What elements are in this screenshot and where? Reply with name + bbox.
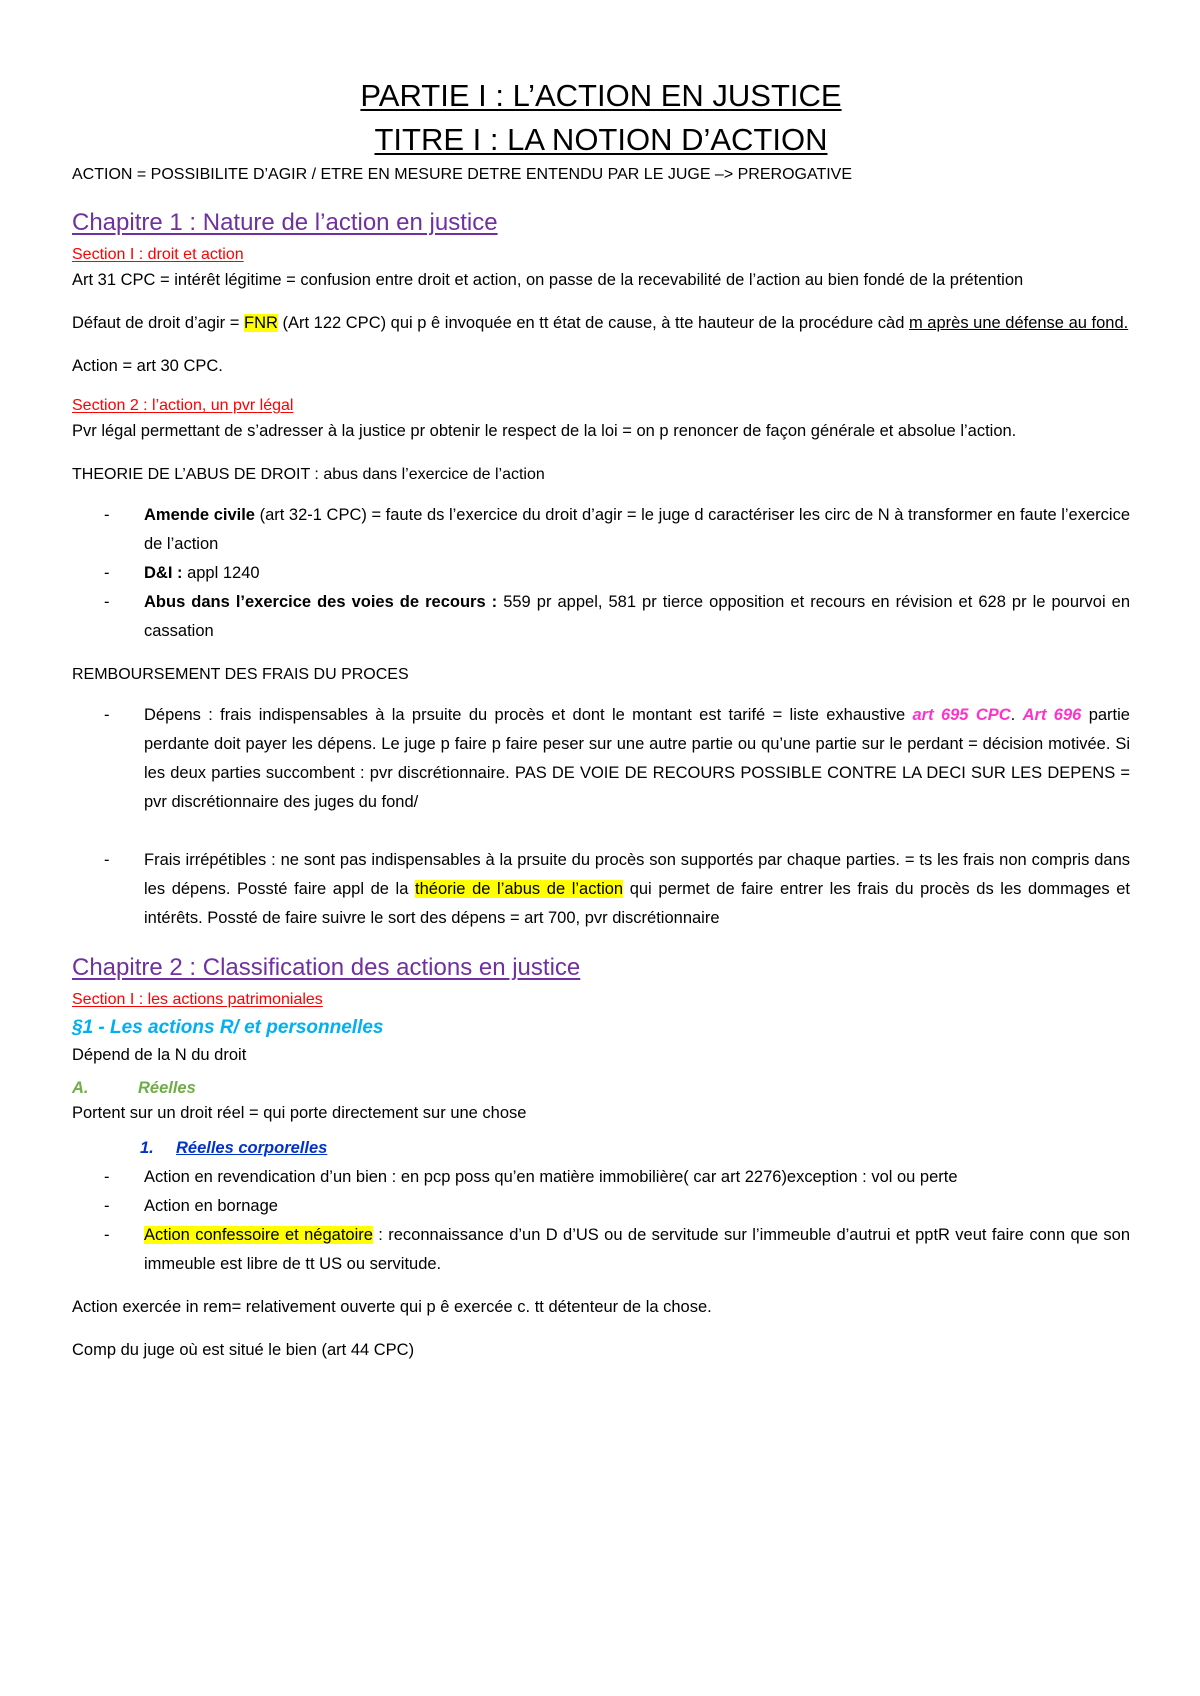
paragraph-art30: Action = art 30 CPC.	[72, 357, 223, 375]
part-title: PARTIE I : L’ACTION EN JUSTICE	[360, 78, 842, 113]
section-2-heading: Section 2 : l’action, un pvr légal	[72, 397, 294, 414]
list-item	[72, 559, 1130, 588]
paragraph-comp-juge: Comp du juge où est situé le bien (art 44 CPC)	[72, 1341, 415, 1359]
text: Frais irrépétibles : ne sont pas indispensables à la prsuite du procès son supportés par chaque parties. = ts les frais non compris dans les dépens. Possté faire appl de la	[144, 851, 1130, 898]
section-1-patrimoniales-heading: Section I : les actions patrimoniales	[72, 991, 323, 1008]
text: qui permet de faire entrer les frais du procès ds les dommages et intérêts. Possté de faire suivre le sort des dépens = art 700, pvr discrétionnaire	[144, 880, 1130, 927]
article-ref: Art 696	[1022, 706, 1082, 724]
article-ref: art 695 CPC	[912, 706, 1011, 724]
titre-title: TITRE I : LA NOTION D’ACTION	[374, 122, 828, 157]
bold-term: Abus dans l’exercice des voies de recours :	[144, 593, 498, 611]
list-item-frais	[72, 846, 1130, 933]
chapter-2-heading: Chapitre 2 : Classification des actions en justice	[72, 954, 581, 981]
paragraph-pvr-legal: Pvr légal permettant de s’adresser à la justice pr obtenir le respect de la loi = on p renoncer de façon générale et absolue l’action.	[72, 422, 1017, 440]
text: .	[1010, 706, 1016, 724]
document-page	[72, 78, 1130, 1365]
underlined-text: m après une défense au fond.	[908, 314, 1129, 332]
paragraph-text: Dépend de la N du droit	[72, 1046, 247, 1064]
actions-list	[72, 1163, 1130, 1279]
text: Défaut de droit d’agir =	[72, 314, 244, 332]
paragraph-in-rem: Action exercée in rem= relativement ouverte qui p ê exercée c. tt détenteur de la chose.	[72, 1298, 712, 1316]
text: Dépens : frais indispensables à la prsuite du procès et dont le montant est tarifé = liste exhaustive	[144, 706, 913, 724]
highlight-fnr: FNR	[243, 314, 278, 332]
text: appl 1240	[182, 564, 260, 582]
text: (Art 122 CPC) qui p ê invoquée en tt état de cause, à tte hauteur de la procédure càd	[277, 314, 909, 332]
intro-line: ACTION = POSSIBILITE D’AGIR / ETRE EN MESURE DETRE ENTENDU PAR LE JUGE –> PREROGATIVE	[72, 166, 853, 183]
list-item	[72, 1221, 1130, 1279]
abus-title: THEORIE DE L’ABUS DE DROIT : abus dans l’exercice de l’action	[72, 466, 545, 483]
highlight-confessoire: Action confessoire et négatoire	[144, 1226, 373, 1244]
letter: A.	[72, 1079, 89, 1097]
list-item: - Action en bornage	[72, 1192, 1130, 1221]
highlight-theorie: théorie de l’abus de l’action	[415, 880, 624, 898]
text: : reconnaissance d’un D d’US ou de servitude sur l’immeuble d’autrui et pptR veut faire conn que son immeuble est libre de tt US ou servitude.	[144, 1226, 1130, 1273]
paragraph-1-heading: §1 - Les actions R/ et personnelles	[72, 1017, 384, 1038]
list-item-depens	[72, 701, 1130, 817]
text: (art 32-1 CPC) = faute ds l’exercice du droit d’agir = le juge d caractériser les circ de N à transformer en faute l’exercice de l’action	[144, 506, 1130, 553]
paragraph-defaut	[72, 309, 1130, 338]
subheading-1	[72, 1134, 1130, 1163]
paragraph-reelles: Portent sur un droit réel = qui porte directement sur une chose	[72, 1104, 527, 1122]
list-item	[72, 588, 1130, 646]
list-item: - Action en revendication d’un bien : en pcp poss qu’en matière immobilière( car art 2276)exception : vol ou perte	[72, 1163, 1130, 1192]
section-1-heading: Section I : droit et action	[72, 246, 244, 263]
number: 1.	[140, 1139, 154, 1157]
text: partie perdante doit payer les dépens. Le juge p faire p faire peser sur une autre partie ou qu’une partie sur le perdant = décision motivée. Si les deux parties succombent : pvr discrétionnaire. PAS DE VOIE DE RECOURS POSSIBLE CONTRE LA DECI SUR LES DEPENS = pvr discrétionnaire des juges du fond/	[144, 706, 1130, 811]
list-item	[72, 501, 1130, 559]
text: 559 pr appel, 581 pr tierce opposition et recours en révision et 628 pr le pourvoi en cassation	[144, 593, 1130, 640]
label: Réelles	[138, 1079, 196, 1097]
bold-term: D&I :	[144, 564, 183, 582]
chapter-1-heading: Chapitre 1 : Nature de l’action en justice	[72, 209, 498, 236]
abus-list	[72, 501, 1130, 646]
paragraph-art31: Art 31 CPC = intérêt légitime = confusion entre droit et action, on passe de la recevabilité de l’action au bien fondé de la prétention	[72, 271, 1024, 289]
frais-list	[72, 701, 1130, 933]
bold-term: Amende civile	[144, 506, 255, 524]
remboursement-title: REMBOURSEMENT DES FRAIS DU PROCES	[72, 666, 409, 683]
label: Réelles corporelles	[176, 1139, 328, 1157]
